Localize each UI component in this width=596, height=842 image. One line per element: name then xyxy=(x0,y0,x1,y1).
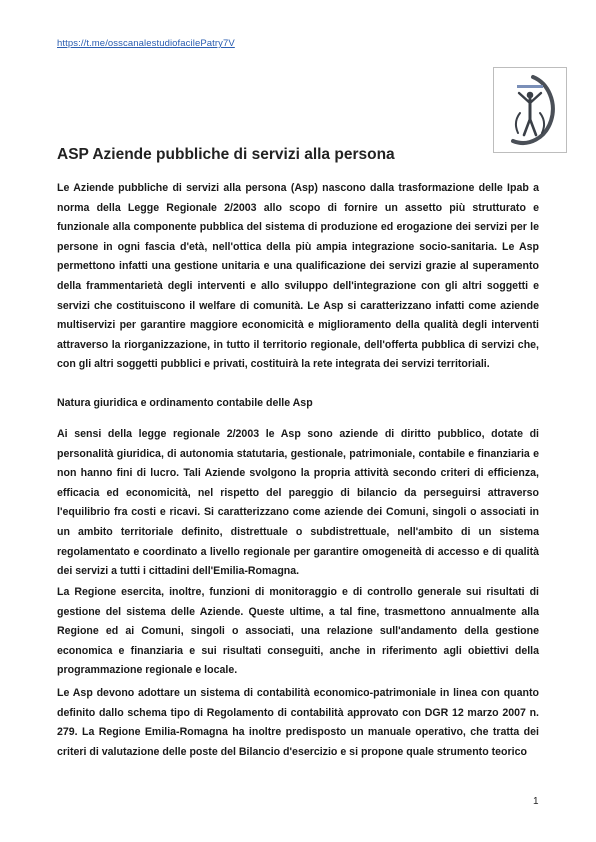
telegram-link[interactable]: https://t.me/osscanalestudiofacilePatry7V xyxy=(57,38,235,49)
paragraph-accounting xyxy=(57,684,539,762)
paragraph-text: Ai sensi della legge regionale 2/2003 le Asp sono aziende di diritto pubblico, dotate di personalità giuridica, di autonomia statutaria, gestionale, patrimoniale, contabile e finanziaria e non hanno fini di lucro. Tali Aziende svolgono la propria attività secondo criteri di efficienza, efficacia ed economicità, nel rispetto del pareggio di bilancio da perseguirsi attraverso l'equilibrio fra costi e ricavi. Si caratterizzano come aziende dei Comuni, singoli o associati in un ambito territoriale definito, distrettuale o subdistrettuale, nell'ambito di un sistema regolamentato e coordinato a livello regionale per garantire omogeneità di accesso e di qualità dei servizi a tutti i cittadini dell'Emilia-Romagna. xyxy=(57,428,539,578)
page-number: 1 xyxy=(533,796,539,807)
paragraph-intro xyxy=(57,179,539,375)
paragraph-monitoring xyxy=(57,583,539,681)
paragraph-text: Le Aziende pubbliche di servizi alla persona (Asp) nascono dalla trasformazione delle Ipab a norma della Legge Regionale 2/2003 allo scopo di fornire un assetto più strutturato e funzionale alla componente pubblica del sistema di produzione ed erogazione dei servizi per le persone in ogni fascia d'età, nell'ottica della più ampia integrazione socio-sanitaria. Le Asp permettono infatti una gestione unitaria e una qualificazione dei servizi grazie al superamento della frammentarietà degli interventi e allo sviluppo dell'integrazione con gli altri soggetti e servizi che costituiscono il welfare di comunità. Le Asp si caratterizzano infatti come aziende multiservizi per garantire maggiore economicità e miglioramento della qualità degli interventi attraverso la riorganizzazione, in tutto il territorio regionale, dell'offerta pubblica di servizi che, con gli altri soggetti pubblici e privati, costituirà la rete integrata dei servizi territoriali. xyxy=(57,182,539,371)
paragraph-text: La Regione esercita, inoltre, funzioni di monitoraggio e di controllo generale sui risultati di gestione del sistema delle Aziende. Queste ultime, a tal fine, trasmettono annualmente alla Regione ed ai Comuni, singoli o associati, una relazione sull'andamento della gestione economica e finanziaria e sui risultati conseguiti, anche in riferimento agli obiettivi della programmazione regionale e locale. xyxy=(57,586,539,677)
page-title: ASP Aziende pubbliche di servizi alla persona xyxy=(57,146,395,163)
paragraph-text: Le Asp devono adottare un sistema di contabilità economico-patrimoniale in linea con quanto definito dallo schema tipo di Regolamento di contabilità approvato con DGR 12 marzo 2007 n. 279. La Regione Emilia-Romagna ha inoltre predisposto un manuale operativo, che tratta dei criteri di valutazione delle poste del Bilancio d'esercizio e si propone quale strumento teorico xyxy=(57,687,539,758)
figure-logo-icon xyxy=(493,67,567,153)
paragraph-legal-nature xyxy=(57,425,539,582)
section-heading: Natura giuridica e ordinamento contabile delle Asp xyxy=(57,397,313,409)
